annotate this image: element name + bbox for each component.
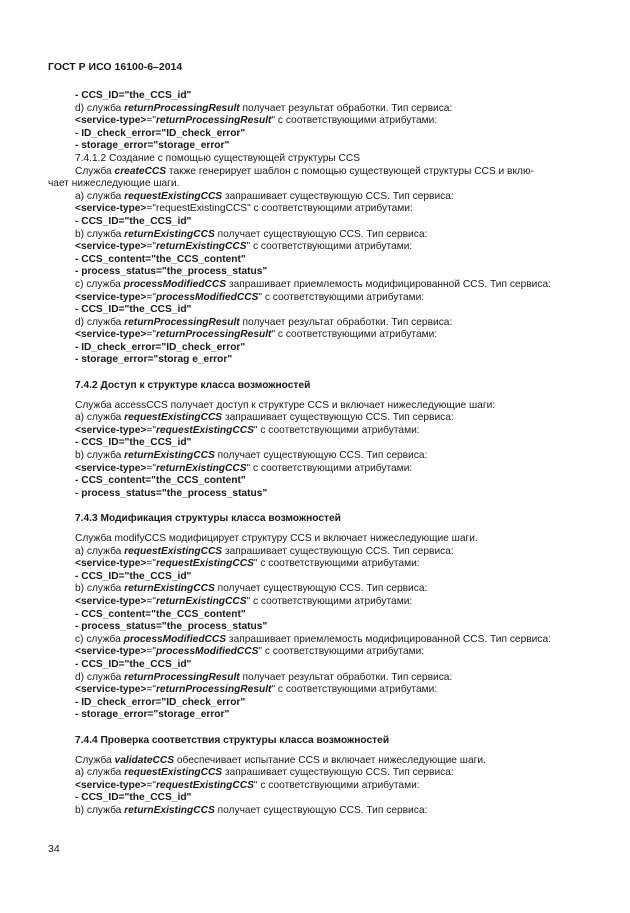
step-line: b) служба returnExistingCCS получает существующую CCS. Тип сервиса: — [75, 804, 428, 816]
paragraph-line: Служба modifyCCS модифицирует структуру CCS и включает нижеследующие шаги. — [75, 533, 478, 544]
attribute-line: - storage_error="storag e_error" — [75, 354, 233, 366]
attribute-line: - CCS_ID="the_CCS_id" — [75, 215, 192, 227]
step-line: а) служба requestExistingCCS запрашивает существующую CCS. Тип сервиса: — [75, 412, 454, 424]
section-heading-7-4-3: 7.4.3 Модификация структуры класса возможностей — [75, 513, 341, 525]
attribute-line: - CCS_ID="the_CCS_id" — [75, 437, 192, 449]
attribute-line: - CCS_ID="the_CCS_id" — [75, 570, 192, 582]
attribute-line: - ID_check_error="ID_check_error" — [75, 127, 246, 139]
attribute-line: - storage_error="storage_error" — [75, 140, 230, 152]
paragraph-line: Служба createCCS также генерирует шаблон с помощью существующей структуры CCS и вклю- — [75, 165, 535, 177]
paragraph-line: Служба accessCCS получает доступ к структуре CCS и включает нижеследующие шаги: — [75, 399, 496, 411]
service-type-line: <service-type>="processModifiedCCS" с соответствующими атрибутами: — [75, 291, 425, 303]
service-type-line: <service-type>="returnProcessingResult" с соответствующими атрибутами: — [75, 115, 438, 127]
attribute-line: - CCS_content="the_CCS_content" — [75, 475, 246, 487]
step-line: b) служба returnExistingCCS получает существующую CCS. Тип сервиса: — [75, 228, 428, 240]
attribute-line: - CCS_ID="the_CCS_id" — [75, 90, 192, 101]
page-body — [48, 90, 585, 817]
step-line: b) служба returnExistingCCS получает существующую CCS. Тип сервиса: — [75, 450, 428, 462]
attribute-line: - storage_error="storage_error" — [75, 709, 230, 721]
step-line: с) служба processModifiedCCS запрашивает приемлемость модифицированной CCS. Тип сервиса: — [75, 278, 551, 290]
step-line: а) служба requestExistingCCS запрашивает существующую CCS. Тип сервиса: — [75, 190, 454, 202]
document-header: ГОСТ Р ИСО 16100-6–2014 — [48, 61, 183, 73]
subsection-heading: 7.4.1.2 Создание с помощью существующей структуры CCS — [75, 152, 361, 164]
step-line: d) служба returnProcessingResult получает результат обработки. Тип сервиса: — [75, 316, 453, 328]
service-type-line: <service-type>="processModifiedCCS" с соответствующими атрибутами: — [75, 646, 425, 658]
step-line: а) служба requestExistingCCS запрашивает существующую CCS. Тип сервиса: — [75, 545, 454, 557]
section-heading-7-4-4: 7.4.4 Проверка соответствия структуры класса возможностей — [75, 734, 390, 746]
service-type-line: <service-type>="requestExistingCCS" с соответствующими атрибутами: — [75, 558, 420, 570]
attribute-line: - ID_check_error="ID_check_error" — [75, 696, 246, 708]
step-line: с) служба processModifiedCCS запрашивает приемлемость модифицированной CCS. Тип сервиса: — [75, 633, 551, 645]
service-type-line: <service-type>="returnExistingCCS" с соответствующими атрибутами: — [75, 595, 413, 607]
attribute-line: - CCS_ID="the_CCS_id" — [75, 792, 192, 804]
attribute-line: - process_status="the_process_status" — [75, 621, 268, 633]
step-line: d) служба returnProcessingResult получает результат обработки. Тип сервиса: — [75, 671, 453, 683]
step-line: b) служба returnExistingCCS получает существующую CCS. Тип сервиса: — [75, 583, 428, 595]
service-type-line: <service-type>="requestExistingCCS" с соответствующими атрибутами: — [75, 203, 413, 215]
service-type-line: <service-type>="requestExistingCCS" с соответствующими атрибутами: — [75, 424, 420, 436]
attribute-line: - CCS_content="the_CCS_content" — [75, 608, 246, 620]
step-line: а) служба requestExistingCCS запрашивает существующую CCS. Тип сервиса: — [75, 767, 454, 779]
paragraph-line: Служба validateCCS обеспечивает испытание CCS и включает нижеследующие шаги. — [75, 754, 486, 766]
service-type-line: <service-type>="returnProcessingResult" с соответствующими атрибутами: — [75, 684, 438, 696]
attribute-line: - CCS_ID="the_CCS_id" — [75, 658, 192, 670]
attribute-line: - CCS_ID="the_CCS_id" — [75, 304, 192, 316]
paragraph-line: чает нижеследующие шаги. — [48, 178, 180, 190]
service-type-line: <service-type>="returnExistingCCS" с соответствующими атрибутами: — [75, 241, 413, 253]
step-line: d) служба returnProcessingResult получает результат обработки. Тип сервиса: — [75, 102, 453, 114]
attribute-line: - process_status="the_process_status" — [75, 266, 268, 278]
attribute-line: - CCS_content="the_CCS_content" — [75, 253, 246, 265]
service-type-line: <service-type>="returnExistingCCS" с соответствующими атрибутами: — [75, 462, 413, 474]
page-number: 34 — [48, 843, 60, 855]
service-type-line: <service-type>="returnProcessingResult" с соответствующими атрибутами: — [75, 329, 438, 341]
section-heading-7-4-2: 7.4.2 Доступ к структуре класса возможностей — [75, 380, 311, 392]
service-type-line: <service-type>="requestExistingCCS" с соответствующими атрибутами: — [75, 779, 420, 791]
attribute-line: - process_status="the_process_status" — [75, 487, 268, 499]
attribute-line: - ID_check_error="ID_check_error" — [75, 341, 246, 353]
